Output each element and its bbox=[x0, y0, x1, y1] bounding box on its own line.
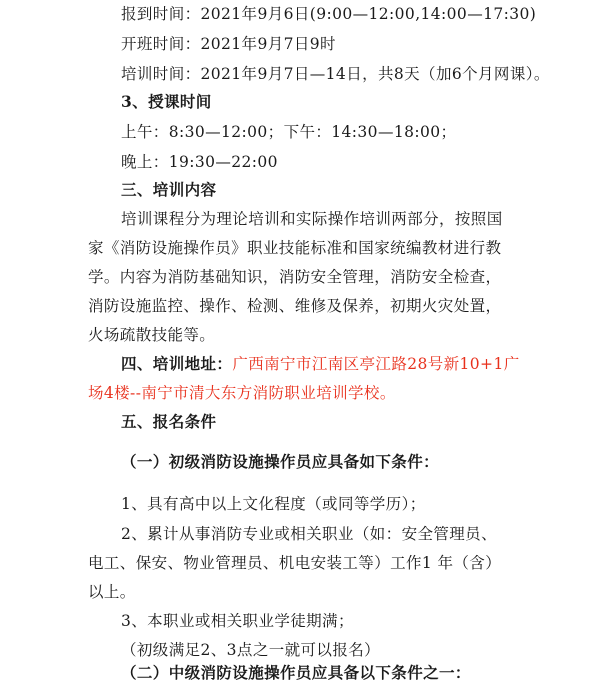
content-line-1: 培训课程分为理论培训和实际操作培训两部分，按照国 bbox=[121, 210, 503, 228]
junior-heading: （一）初级消防设施操作员应具备如下条件： bbox=[121, 452, 440, 471]
requirement-item-1: 1、具有高中以上文化程度（或同等学历）； bbox=[121, 495, 426, 513]
address-line-1: 广西南宁市江南区亭江路28号新10+1广 bbox=[232, 355, 520, 373]
report-time: 报到时间：2021年9月6日(9:00—12:00,14:00—17:30) bbox=[121, 5, 537, 23]
evening-hours: 晚上：19:30—22:00 bbox=[121, 153, 278, 171]
address-row-1 bbox=[121, 354, 520, 374]
requirement-item-2-line-2: 电工、保安、物业管理员、机电安装工等）工作1 年（含） bbox=[88, 554, 502, 572]
content-line-2: 家《消防设施操作员》职业技能标准和国家统编教材进行教 bbox=[88, 239, 502, 257]
address-line-2: 场4楼--南宁市清大东方消防职业培训学校。 bbox=[88, 384, 396, 402]
requirement-item-2-line-3: 以上。 bbox=[88, 583, 136, 601]
open-time: 开班时间：2021年9月7日9时 bbox=[121, 35, 336, 53]
requirement-note: （初级满足2、3点之一就可以报名） bbox=[121, 641, 381, 659]
address-label: 四、培训地址： bbox=[121, 354, 233, 373]
training-time: 培训时间：2021年9月7日—14日，共8天（加6个月网课）。 bbox=[121, 65, 550, 83]
section-3-heading: 3、授课时间 bbox=[121, 92, 212, 111]
requirement-item-2-line-1: 2、累计从事消防专业或相关职业（如：安全管理员、 bbox=[121, 525, 497, 543]
requirement-item-3: 3、本职业或相关职业学徒期满； bbox=[121, 612, 354, 630]
mid-heading: （二）中级消防设施操作员应具备以下条件之一： bbox=[121, 663, 471, 682]
content-line-3: 学。内容为消防基础知识，消防安全管理，消防安全检查， bbox=[88, 268, 502, 286]
content-line-4: 消防设施监控、操作、检测、维修及保养，初期火灾处置， bbox=[88, 297, 502, 315]
morning-afternoon-hours: 上午：8:30—12:00；下午：14:30—18:00； bbox=[121, 123, 457, 141]
content-heading: 三、培训内容 bbox=[121, 180, 217, 199]
content-line-5: 火场疏散技能等。 bbox=[88, 326, 216, 344]
requirements-heading: 五、报名条件 bbox=[121, 412, 217, 431]
